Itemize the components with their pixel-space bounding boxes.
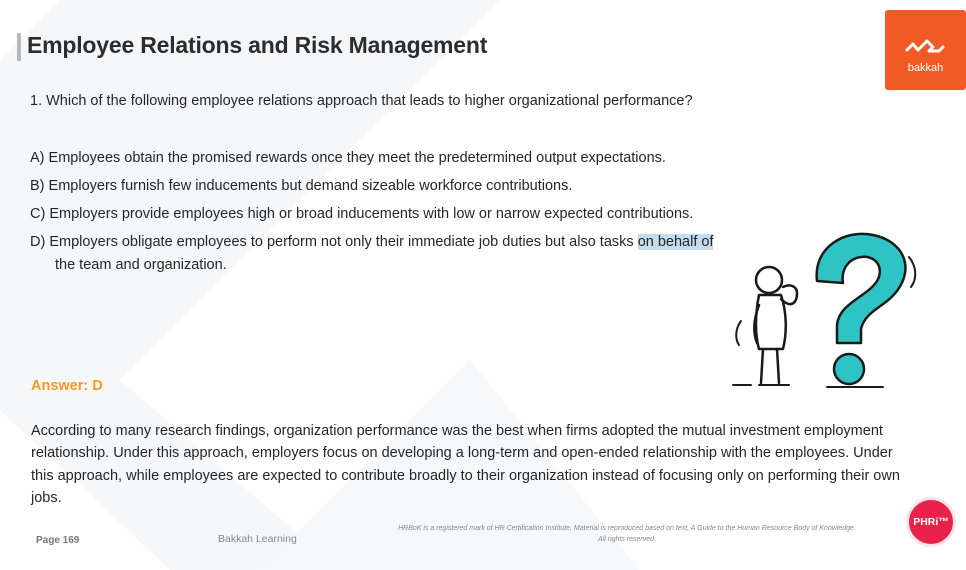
copyright-note: HRBoK is a registered mark of HR Certification Institute, Material is reproduced based on text, A Guide to the Human Resource Body of Knowledge. All rights reserved.	[398, 525, 856, 543]
thinking-person-question-mark-icon	[725, 225, 925, 395]
option-d-highlight: on behalf of	[637, 234, 714, 250]
answer-explanation: According to many research findings, organization performance was the best when firms adopted the mutual investment employment relationship. Under this approach, employers focus on developing a long-term and open-ended relationship with the employees. Under this approach, while employees are expected to contribute broadly to their organization instead of focusing only on performing their own jobs.	[31, 423, 900, 506]
page-number: Page 169	[36, 535, 80, 546]
bakkah-logo-icon	[885, 10, 966, 60]
answer-label: Answer: D	[31, 378, 103, 394]
logo-text: bakkah	[907, 62, 944, 74]
option-a: A) Employees obtain the promised rewards once they meet the predetermined output expectations.	[30, 150, 666, 166]
title-accent-bar	[17, 33, 21, 61]
option-c: C) Employers provide employees high or broad inducements with low or narrow expected contributions.	[30, 206, 694, 222]
option-d-text: D) Employers obligate employees to perform not only their immediate job duties but also tasks	[30, 234, 638, 250]
option-d	[30, 234, 713, 250]
footer-brand: Bakkah Learning	[218, 533, 297, 545]
option-d-continuation: the team and organization.	[55, 257, 227, 273]
phri-badge: PHRi™	[906, 497, 956, 547]
page-title: Employee Relations and Risk Management	[27, 32, 488, 58]
option-b: B) Employers furnish few inducements but demand sizeable workforce contributions.	[30, 178, 573, 194]
bakkah-logo[interactable]	[885, 10, 966, 90]
question-text: 1. Which of the following employee relations approach that leads to higher organizational performance?	[30, 93, 693, 109]
